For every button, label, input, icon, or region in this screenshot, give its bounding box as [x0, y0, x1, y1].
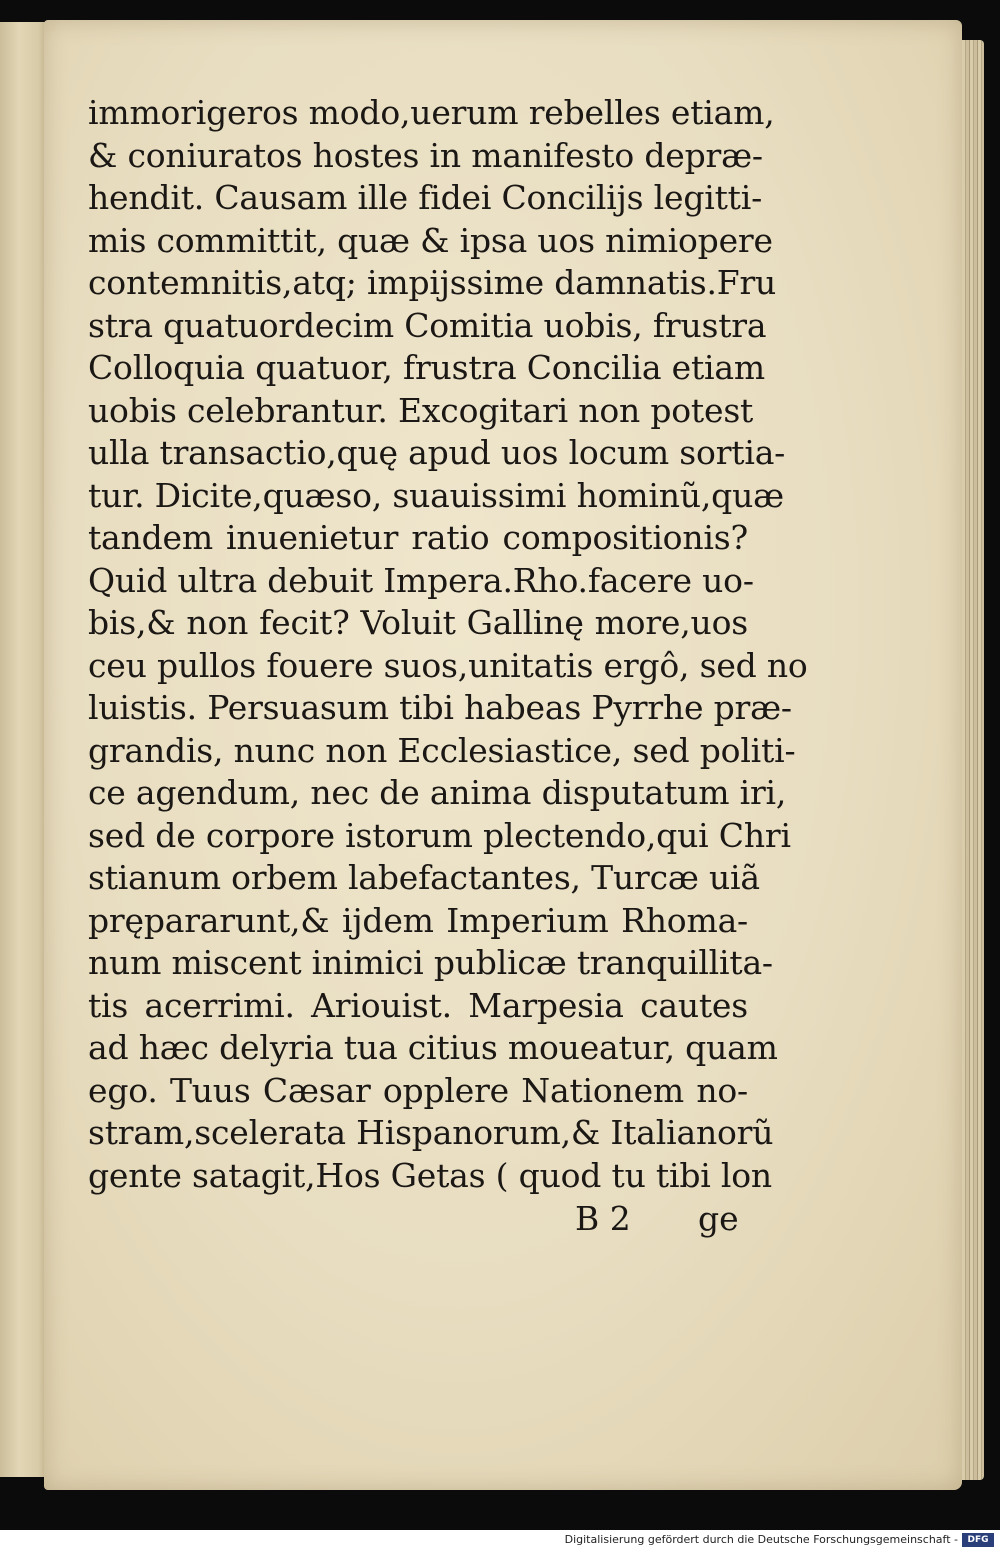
text-line: stianum orbem labefactantes, Turcæ uiã: [88, 858, 760, 897]
text-line: ego. Tuus Cæsar opplere Nationem no-: [88, 1070, 748, 1110]
text-line: immorigeros modo,uerum rebelles etiam,: [88, 93, 775, 132]
text-line: ce agendum, nec de anima disputatum iri,: [88, 773, 787, 812]
text-line: luistis. Persuasum tibi habeas Pyrrhe præ-: [88, 688, 792, 727]
text-line: & coniuratos hostes in manifesto depræ-: [88, 135, 763, 175]
text-line: Quid ultra debuit Impera.Rho.facere uo-: [88, 560, 754, 600]
text-line: mis committit, quæ & ipsa uos nimiopere: [88, 220, 773, 260]
text-line: ulla transactio,quę apud uos locum sortia-: [88, 433, 786, 472]
catchword: ge: [698, 1199, 739, 1238]
text-line: grandis, nunc non Ecclesiastice, sed politi-: [88, 730, 796, 770]
body-text: [88, 92, 808, 1197]
text-line: uobis celebrantur. Excogitari non potest: [88, 390, 754, 430]
signature-mark: B 2: [575, 1199, 631, 1238]
text-line: bis,& non fecit? Voluit Gallinę more,uos: [88, 603, 748, 642]
left-page-edge: [0, 22, 50, 1477]
text-line: stra quatuordecim Comitia uobis, frustra: [88, 305, 767, 345]
text-line: contemnitis,atq; impijssime damnatis.Fru: [88, 263, 777, 302]
footer-credit-text: Digitalisierung gefördert durch die Deutsche Forschungsgemeinschaft -: [564, 1533, 958, 1546]
text-line: tur. Dicite,quæso, suauissimi hominũ,quæ: [88, 475, 784, 515]
text-line: gente satagit,Hos Getas ( quod tu tibi lon: [88, 1155, 772, 1195]
text-line: num miscent inimici publicæ tranquillita-: [88, 943, 773, 982]
text-line: ceu pullos fouere suos,unitatis ergô, sed no: [88, 645, 808, 685]
text-line: sed de corpore istorum plectendo,qui Chri: [88, 815, 791, 855]
digitization-footer: [0, 1530, 1000, 1550]
text-line: prępararunt,& ijdem Imperium Rhoma-: [88, 900, 748, 940]
text-line: hendit. Causam ille fidei Concilijs legitti-: [88, 178, 763, 217]
text-line: stram,scelerata Hispanorum,& Italianorũ: [88, 1113, 774, 1152]
text-line: Colloquia quatuor, frustra Concilia etiam: [88, 348, 765, 387]
page-footer-marks: [575, 1198, 750, 1240]
text-line: ad hæc delyria tua citius moueatur, quam: [88, 1028, 778, 1067]
text-line: tis acerrimi. Ariouist. Marpesia cautes: [88, 985, 748, 1025]
text-line: tandem inuenietur ratio compositionis?: [88, 518, 748, 557]
dfg-logo-icon: DFG: [962, 1533, 994, 1547]
